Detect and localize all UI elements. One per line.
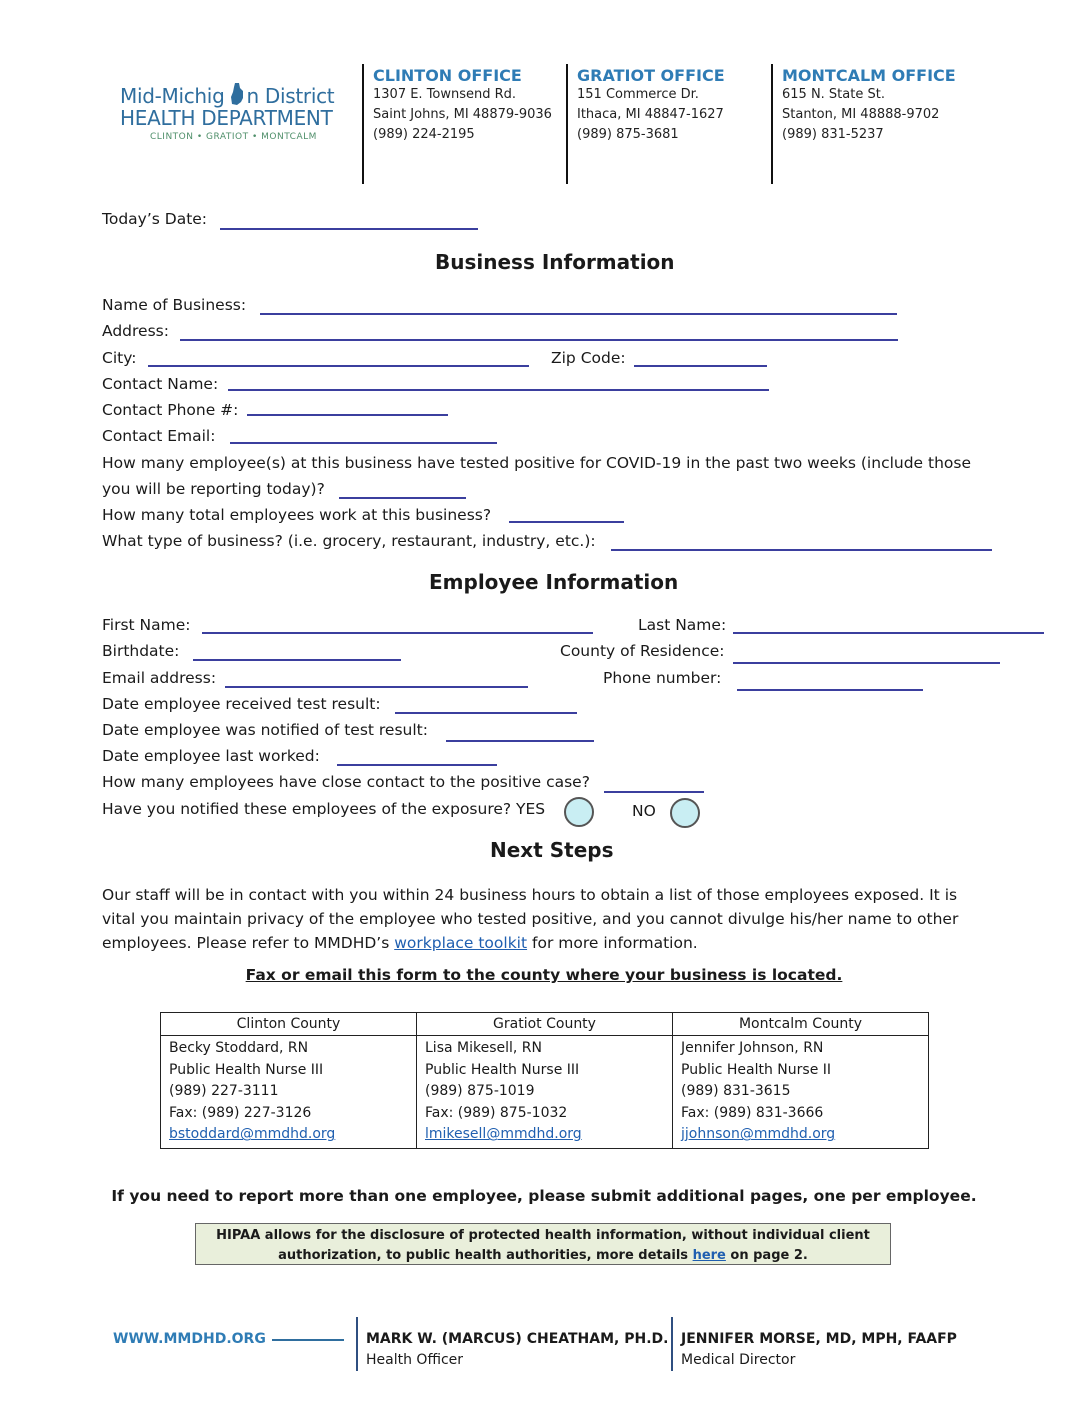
office-title: CLINTON OFFICE [373, 66, 522, 85]
contact-cell [673, 1036, 929, 1149]
contact-email-link[interactable]: lmikesell@mmdhd.org [425, 1126, 582, 1143]
birthdate-label: Birthdate: [102, 642, 180, 660]
county-field[interactable] [733, 662, 1000, 664]
next-steps-text: Our staff will be in contact with you within 24 business hours to obtain a list of those employees exposed. It is vital you maintain privacy of the employee who tested positive, and you cannot divulge his/her name to other employees. Please refer to MMDHD’s [102, 886, 959, 952]
first-name-field[interactable] [202, 632, 593, 634]
next-steps-text-end: for more information. [527, 934, 698, 952]
hipaa-line1: HIPAA allows for the disclosure of protected health information, without individual client [216, 1228, 870, 1243]
contact-phone-field[interactable] [247, 414, 448, 416]
todays-date-label: Today’s Date: [102, 210, 208, 228]
last-name-label: Last Name: [638, 616, 727, 634]
logo-text-line1: Mid-Michig n District [120, 84, 335, 108]
contact-phone: (989) 831-3615 [681, 1083, 791, 1100]
contact-phone-label: Contact Phone #: [102, 401, 239, 419]
email-field[interactable] [225, 686, 528, 688]
contact-email-link[interactable]: bstoddard@mmdhd.org [169, 1126, 336, 1143]
office-city: Saint Johns, MI 48879-9036 [373, 107, 552, 122]
health-officer-name: MARK W. (MARCUS) CHEATHAM, PH.D. [366, 1331, 669, 1347]
business-info-heading: Business Information [435, 250, 675, 274]
contact-title: Public Health Nurse III [425, 1061, 580, 1078]
office-address: 615 N. State St. [782, 87, 885, 102]
office-title: GRATIOT OFFICE [577, 66, 725, 85]
county-header: Gratiot County [417, 1013, 673, 1036]
close-contact-label: How many employees have close contact to the positive case? [102, 773, 590, 791]
header-divider [362, 64, 364, 184]
business-name-field[interactable] [260, 313, 897, 315]
contact-email-field[interactable] [230, 442, 497, 444]
next-steps-heading: Next Steps [490, 838, 614, 862]
logo-tagline: CLINTON • GRATIOT • MONTCALM [150, 132, 317, 142]
hipaa-notice [195, 1223, 891, 1265]
county-header: Clinton County [161, 1013, 417, 1036]
contact-fax: Fax: (989) 875-1032 [425, 1104, 568, 1121]
office-phone: (989) 224-2195 [373, 127, 475, 142]
notified-result-label: Date employee was notified of test result: [102, 721, 428, 739]
county-label: County of Residence: [560, 642, 725, 660]
yes-radio[interactable] [564, 797, 594, 827]
logo-text-line2: HEALTH DEPARTMENT [120, 106, 333, 130]
notified-question: Have you notified these employees of the exposure? YES [102, 800, 546, 818]
close-contact-field[interactable] [604, 791, 704, 793]
health-officer-title: Health Officer [366, 1352, 464, 1368]
footer-divider [671, 1317, 673, 1371]
michigan-icon [229, 82, 249, 106]
no-label: NO [632, 802, 656, 820]
office-title: MONTCALM OFFICE [782, 66, 956, 85]
zip-label: Zip Code: [551, 349, 626, 367]
workplace-toolkit-link[interactable]: workplace toolkit [394, 934, 528, 952]
contact-name: Jennifer Johnson, RN [681, 1040, 824, 1056]
contact-title: Public Health Nurse III [169, 1061, 324, 1078]
contact-cell [417, 1036, 673, 1149]
birthdate-field[interactable] [193, 659, 401, 661]
contact-email-label: Contact Email: [102, 427, 216, 445]
business-name-label: Name of Business: [102, 296, 247, 314]
last-worked-field[interactable] [337, 764, 497, 766]
next-steps-paragraph [102, 883, 982, 955]
address-field[interactable] [180, 339, 898, 341]
contact-phone: (989) 227-3111 [169, 1083, 279, 1100]
received-result-label: Date employee received test result: [102, 695, 381, 713]
office-clinton [373, 66, 552, 145]
hipaa-text-end: on page 2. [725, 1248, 808, 1263]
phone-label: Phone number: [603, 669, 722, 687]
contact-phone: (989) 875-1019 [425, 1083, 535, 1100]
contact-title: Public Health Nurse II [681, 1061, 832, 1078]
contact-cell [161, 1036, 417, 1149]
contact-fax: Fax: (989) 227-3126 [169, 1104, 312, 1121]
email-label: Email address: [102, 669, 217, 687]
employee-info-heading: Employee Information [429, 570, 679, 594]
hipaa-line2 [196, 1246, 890, 1266]
positive-count-field[interactable] [339, 497, 466, 499]
last-worked-label: Date employee last worked: [102, 747, 320, 765]
last-name-field[interactable] [733, 632, 1044, 634]
more-employees-note: If you need to report more than one employee, please submit additional pages, one per employee. [111, 1187, 977, 1205]
contact-name: Becky Stoddard, RN [169, 1040, 309, 1056]
medical-director-title: Medical Director [681, 1352, 796, 1368]
total-employees-label: How many total employees work at this business? [102, 506, 492, 524]
office-gratiot [577, 66, 725, 145]
zip-field[interactable] [634, 365, 767, 367]
office-montcalm [782, 66, 956, 145]
office-city: Ithaca, MI 48847-1627 [577, 107, 724, 122]
received-result-field[interactable] [395, 712, 577, 714]
hipaa-here-link[interactable]: here [692, 1248, 726, 1263]
contact-name: Lisa Mikesell, RN [425, 1040, 542, 1056]
contact-fax: Fax: (989) 831-3666 [681, 1104, 824, 1121]
header-divider [566, 64, 568, 184]
phone-field[interactable] [737, 689, 923, 691]
footer-rule [272, 1339, 344, 1341]
office-address: 151 Commerce Dr. [577, 87, 699, 102]
city-label: City: [102, 349, 137, 367]
positive-count-question: How many employee(s) at this business have tested positive for COVID-19 in the past two weeks (include those [102, 454, 972, 472]
footer-divider [356, 1317, 358, 1371]
city-field[interactable] [148, 365, 529, 367]
fax-instruction: Fax or email this form to the county where your business is located. [245, 966, 843, 984]
business-type-label: What type of business? (i.e. grocery, restaurant, industry, etc.): [102, 532, 596, 550]
county-header: Montcalm County [673, 1013, 929, 1036]
office-city: Stanton, MI 48888-9702 [782, 107, 940, 122]
first-name-label: First Name: [102, 616, 191, 634]
office-phone: (989) 831-5237 [782, 127, 884, 142]
office-phone: (989) 875-3681 [577, 127, 679, 142]
todays-date-field[interactable] [220, 228, 478, 230]
contact-email-link[interactable]: jjohnson@mmdhd.org [681, 1126, 836, 1143]
hipaa-text: authorization, to public health authorities, more details [278, 1248, 693, 1263]
office-address: 1307 E. Townsend Rd. [373, 87, 517, 102]
address-label: Address: [102, 322, 169, 340]
positive-count-question-cont: you will be reporting today)? [102, 480, 325, 498]
website-link[interactable]: WWW.MMDHD.ORG [113, 1331, 266, 1347]
header-divider [771, 64, 773, 184]
contact-name-field[interactable] [228, 389, 769, 391]
county-contacts-table [160, 1012, 929, 1149]
business-type-field[interactable] [611, 549, 992, 551]
no-radio[interactable] [670, 798, 700, 828]
medical-director-name: JENNIFER MORSE, MD, MPH, FAAFP [681, 1331, 957, 1347]
contact-name-label: Contact Name: [102, 375, 219, 393]
notified-result-field[interactable] [446, 740, 594, 742]
total-employees-field[interactable] [509, 521, 624, 523]
